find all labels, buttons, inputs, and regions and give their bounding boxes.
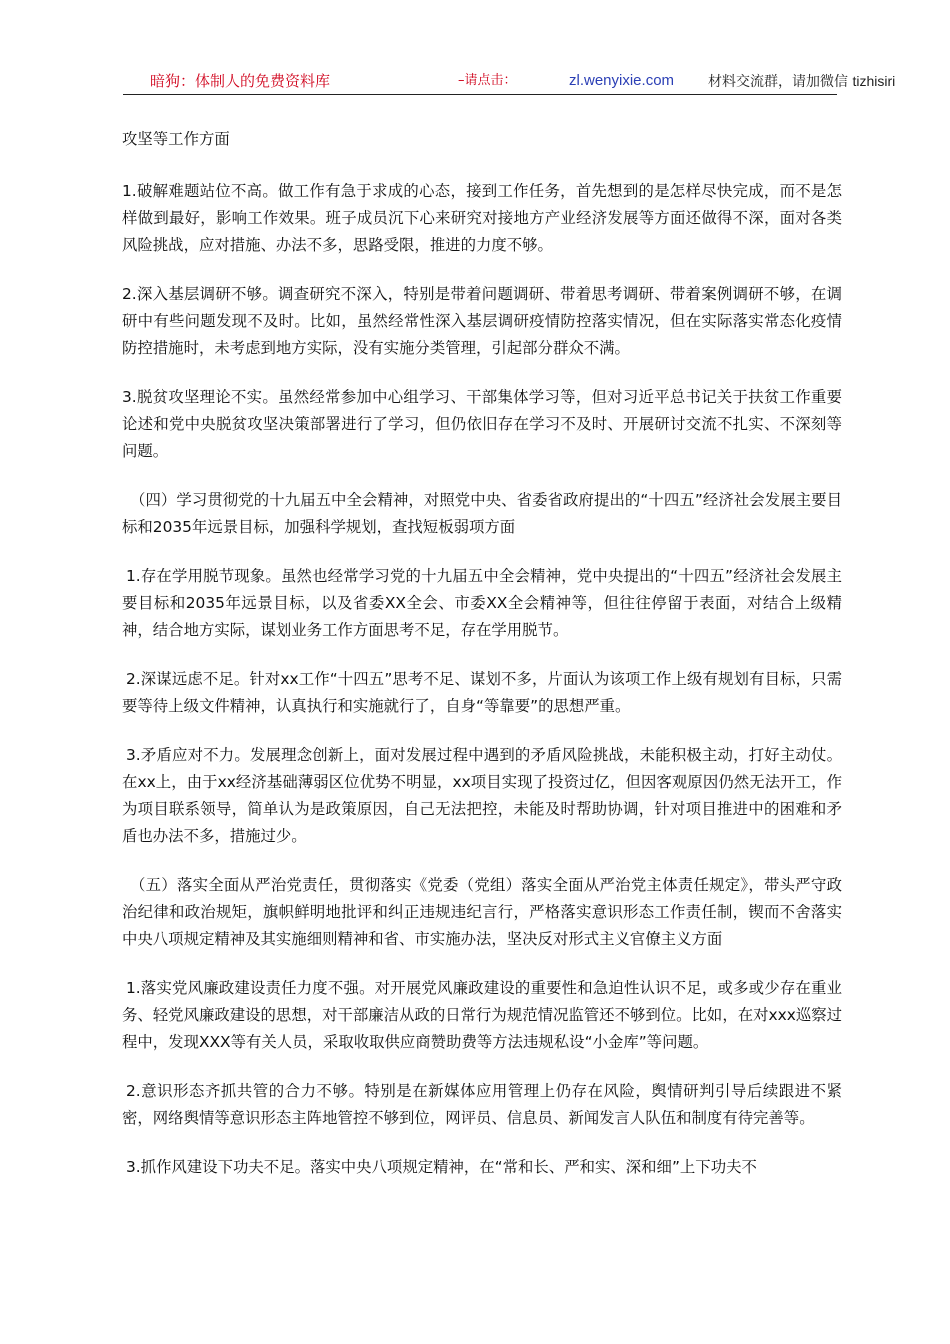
paragraph-item: 3.脱贫攻坚理论不实。虽然经常参加中心组学习、干部集体学习等，但对习近平总书记关于扶贫工作重要论述和党中央脱贫攻坚决策部署进行了学习，但仍依旧存在学习不及时、开展研讨交流不扎实、不深刻等问题。 (122, 388, 842, 460)
paragraph-item: 1.破解难题站位不高。做工作有急于求成的心态，接到工作任务，首先想到的是怎样尽快完成，而不是怎样做到最好，影响工作效果。班子成员沉下心来研究对接地方产业经济发展等方面还做得不深，面对各类风险挑战，应对措施、办法不多，思路受限，推进的力度不够。 (122, 182, 842, 254)
paragraph-item: 1.存在学用脱节现象。虽然也经常学习党的十九届五中全会精神，党中央提出的“十四五”经济社会发展主要目标和2035年远景目标，以及省委XX全会、市委XX全会精神等，但往往停留于表面，对结合上级精神，结合地方实际，谋划业务工作方面思考不足，存在学用脱节。 (122, 567, 842, 639)
section-heading: （四）学习贯彻党的十九届五中全会精神，对照党中央、省委省政府提出的“十四五”经济社会发展主要目标和2035年远景目标，加强科学规划，查找短板弱项方面 (122, 491, 842, 536)
header-contact-wechat: tizhisiri (852, 73, 896, 89)
section-heading: （五）落实全面从严治党责任，贯彻落实《党委（党组）落实全面从严治党主体责任规定》，带头严守政治纪律和政治规矩，旗帜鲜明地批评和纠正违规违纪言行，严格落实意识形态工作责任制，锲而不舍落实中央八项规定精神及其实施细则精神和省、市实施办法，坚决反对形式主义官僚主义方面 (122, 876, 842, 948)
page-header (123, 68, 896, 95)
header-prompt: –请点击： (458, 73, 517, 88)
header-contact-prefix: 材料交流群，请加微信 (708, 74, 848, 90)
paragraph-item: 2.意识形态齐抓共管的合力不够。特别是在新媒体应用管理上仍存在风险，舆情研判引导后续跟进不紧密，网络舆情等意识形态主阵地管控不够到位，网评员、信息员、新闻发言人队伍和制度有待完善等。 (122, 1082, 842, 1127)
header-brand: 暗狗：体制人的免费资料库 (150, 72, 331, 90)
paragraph-item: 2.深入基层调研不够。调查研究不深入，特别是带着问题调研、带着思考调研、带着案例调研不够，在调研中有些问题发现不及时。比如，虽然经常性深入基层调研疫情防控落实情况，但在实际落实常态化疫情防控措施时，未考虑到地方实际，没有实施分类管理，引起部分群众不满。 (122, 285, 842, 357)
paragraph-section-tail: 攻坚等工作方面 (122, 130, 230, 148)
document-body (122, 126, 842, 1203)
paragraph-item: 3.矛盾应对不力。发展理念创新上，面对发展过程中遇到的矛盾风险挑战，未能积极主动，打好主动仗。在xx上，由于xx经济基础薄弱区位优势不明显，xx项目实现了投资过亿，但因客观原因仍然无法开工，作为项目联系领导，简单认为是政策原因，自己无法把控，未能及时帮助协调，针对项目推进中的困难和矛盾也办法不多，措施过少。 (122, 746, 842, 845)
paragraph-item: 3.抓作风建设下功夫不足。落实中央八项规定精神，在“常和长、严和实、深和细”上下功夫不 (126, 1158, 757, 1176)
paragraph-item: 1.落实党风廉政建设责任力度不强。对开展党风廉政建设的重要性和急迫性认识不足，或多或少存在重业务、轻党风廉政建设的思想，对干部廉洁从政的日常行为规范情况监管还不够到位。比如，在对xxx巡察过程中，发现XXX等有关人员，采取收取供应商赞助费等方法违规私设“小金库”等问题。 (122, 979, 842, 1051)
paragraph-item: 2.深谋远虑不足。针对xx工作“十四五”思考不足、谋划不多，片面认为该项工作上级有规划有目标，只需要等待上级文件精神，认真执行和实施就行了，自身“等靠要”的思想严重。 (122, 670, 842, 715)
header-contact (708, 68, 895, 95)
header-link[interactable]: zl.wenyixie.com (569, 72, 675, 89)
